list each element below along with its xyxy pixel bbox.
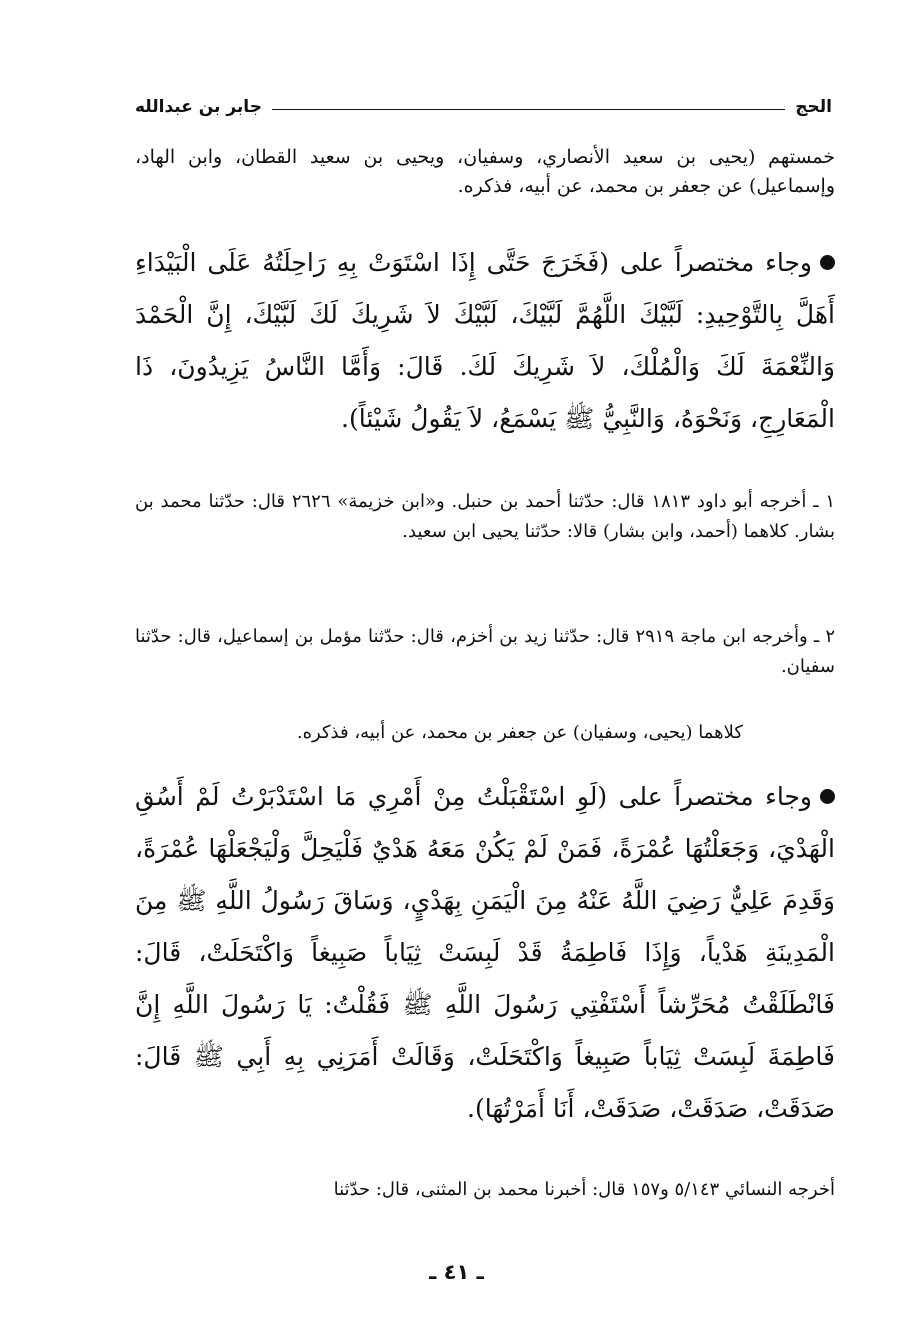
header-section-title: جابر بن عبدالله: [135, 97, 262, 117]
hadith-text-1: وجاء مختصراً على (فَخَرَجَ حَتَّى إِذَا اسْتَوَتْ بِهِ رَاحِلَتُهُ عَلَى الْبَيْدَاءِ أَهَلَّ بِالتَّوْحِيدِ: لَبَّيْكَ اللَّهُمَّ لَبَّيْكَ، لَبَّيْكَ لاَ شَرِيكَ لَكَ لَبَّيْكَ، إِنَّ الْحَمْدَ وَالنِّعْمَةَ لَكَ وَالْمُلْكَ، لاَ شَرِيكَ لَكَ. قَالَ: وَأَمَّا النَّاسُ يَزِيدُونَ، ذَا الْمَعَارِجِ، وَنَحْوَهُ، وَالنَّبِيُّ ﷺ يَسْمَعُ، لاَ يَقُولُ شَيْئاً).: [135, 248, 835, 433]
bullet-dot-icon: [820, 255, 835, 270]
running-header: [135, 92, 832, 122]
hadith-paragraph-2: [135, 771, 835, 1135]
hadith-text-2: وجاء مختصراً على (لَوِ اسْتَقْبَلْتُ مِنْ أَمْرِي مَا اسْتَدْبَرْتُ لَمْ أَسُقِ الْهَدْيَ، وَجَعَلْتُهَا عُمْرَةً، فَمَنْ لَمْ يَكُنْ مَعَهُ هَدْيٌ فَلْيَحِلَّ وَلْيَجْعَلْهَا عُمْرَةً، وَقَدِمَ عَلِيٌّ رَضِيَ اللَّهُ عَنْهُ مِنَ الْيَمَنِ بِهَدْيٍ، وَسَاقَ رَسُولُ اللَّهِ ﷺ مِنَ الْمَدِينَةِ هَدْياً، وَإِذَا فَاطِمَةُ قَدْ لَبِسَتْ ثِيَاباً صَبِيغاً وَاكْتَحَلَتْ، قَالَ: فَانْطَلَقْتُ مُحَرِّشاً أَسْتَفْتِي رَسُولَ اللَّهِ ﷺ فَقُلْتُ: يَا رَسُولَ اللَّهِ إِنَّ فَاطِمَةَ لَبِسَتْ ثِيَاباً صَبِيغاً وَاكْتَحَلَتْ، وَقَالَتْ أَمَرَنِي بِهِ أَبِي ﷺ قَالَ: صَدَقَتْ، صَدَقَتْ، صَدَقَتْ، أَنَا أَمَرْتُهَا).: [135, 782, 835, 1123]
narrator-chain-paragraph: خمستهم (يحيى بن سعيد الأنصاري، وسفيان، ويحيى بن سعيد القطان، وابن الهاد، وإسماعيل) عن جعفر بن محمد، عن أبيه، فذكره.: [135, 146, 835, 197]
footnote-3: أخرجه النسائي ٥/١٤٣ و١٥٧ قال: أخبرنا محمد بن المثنى، قال: حدّثنا: [333, 1179, 835, 1200]
hadith-paragraph-1: [135, 237, 835, 445]
footnote-summary: كلاهما (يحيى، وسفيان) عن جعفر بن محمد، عن أبيه، فذكره.: [296, 722, 743, 743]
header-rule: [272, 109, 785, 110]
footnote-2: ٢ ـ وأخرجه ابن ماجة ٢٩١٩ قال: حدّثنا زيد بن أخزم، قال: حدّثنا مؤمل بن إسماعيل، قال: حدّثنا سفيان.: [135, 626, 835, 677]
bullet-dot-icon: [820, 789, 835, 804]
header-chapter-title: الحج: [795, 97, 832, 117]
footnote-1: ١ ـ أخرجه أبو داود ١٨١٣ قال: حدّثنا أحمد بن حنبل. و«ابن خزيمة» ٢٦٢٦ قال: حدّثنا محمد بن بشار. كلاهما (أحمد، وابن بشار) قالا: حدّثنا يحيى ابن سعيد.: [135, 491, 835, 542]
page-number: ـ ٤١ ـ: [429, 1260, 484, 1284]
